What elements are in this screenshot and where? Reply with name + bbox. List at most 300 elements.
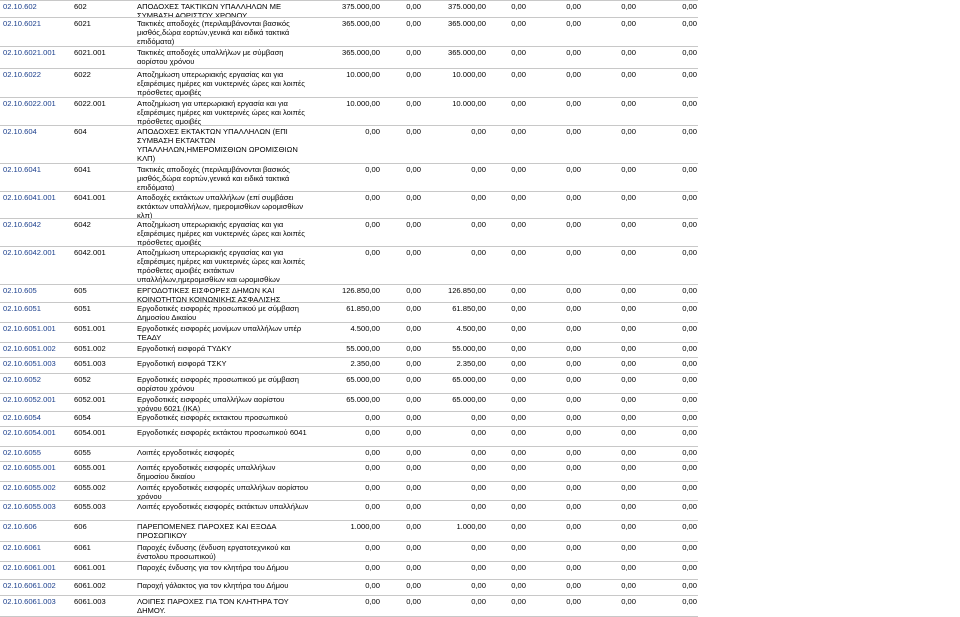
amount-cell: 0,00	[566, 413, 581, 422]
amount-cell: 0,00	[621, 99, 636, 108]
amount-cell: 0,00	[682, 220, 697, 229]
amount-cell: 0,00	[511, 304, 526, 313]
amount-cell: 0,00	[406, 344, 421, 353]
row-divider	[0, 68, 698, 69]
account-description: Εργοδοτικές εισφορές προσωπικού με σύμβαση Δημοσίου Δικαίου	[137, 304, 299, 322]
amount-cell: 0,00	[621, 448, 636, 457]
account-code: 02.10.6061	[3, 543, 42, 552]
account-code: 02.10.602	[3, 2, 37, 11]
account-description: Τακτικές αποδοχές (περιλαμβάνονται βασικός μισθός,δώρα εορτών,γενικά και ειδικά τακτικά επιδόματα)	[137, 165, 290, 192]
amount-cell: 0,00	[365, 220, 380, 229]
account-description: Παροχές ένδυσης για τον κλητήρα του Δήμου	[137, 563, 289, 572]
amount-cell: 0,00	[566, 19, 581, 28]
account-description: Παροχή γάλακτος για τον κλητήρα του Δήμου	[137, 581, 289, 590]
amount-cell: 0,00	[566, 563, 581, 572]
account-description: Αποζημίωση υπερωριακής εργασίας και για εξαιρέσιμες ημέρες και νυκτερινές ώρες και λοιπές πρόσθετες αμοιβές	[137, 220, 305, 247]
amount-cell: 0,00	[566, 2, 581, 11]
amount-cell: 0,00	[682, 2, 697, 11]
account-code: 02.10.6055.002	[3, 483, 56, 492]
amount-cell: 0,00	[566, 428, 581, 437]
amount-cell: 0,00	[365, 563, 380, 572]
account-code: 02.10.6054	[3, 413, 42, 422]
amount-cell: 0,00	[566, 483, 581, 492]
amount-cell: 0,00	[471, 581, 486, 590]
amount-cell: 0,00	[621, 127, 636, 136]
amount-cell: 0,00	[621, 428, 636, 437]
account-description: ΑΠΟΔΟΧΕΣ ΕΚΤΑΚΤΩΝ ΥΠΑΛΛΗΛΩΝ (ΕΠΙ ΣΥΜΒΑΣΗ ΕΚΤΑΚΤΩΝ ΥΠΑΛΛΗΛΩΝ,ΗΜΕΡΟΜΙΣΘΙΩΝ ΩΡΟΜΙΣΘΙΩΝ ΚΛΠ)	[137, 127, 298, 163]
account-number: 6061	[74, 543, 91, 552]
amount-cell: 0,00	[566, 248, 581, 257]
amount-cell: 0,00	[621, 19, 636, 28]
account-description: Αποζημίωση υπερωριακής εργασίας και για εξαιρέσιμες ημέρες και νυκτερινές ώρες και λοιπές πρόσθετες αμοιβές	[137, 70, 305, 97]
row-divider	[0, 481, 698, 482]
amount-cell: 0,00	[511, 48, 526, 57]
amount-cell: 0,00	[365, 193, 380, 202]
amount-cell: 0,00	[406, 413, 421, 422]
row-divider	[0, 411, 698, 412]
amount-cell: 10.000,00	[346, 70, 380, 79]
amount-cell: 0,00	[406, 2, 421, 11]
account-number: 6051.002	[74, 344, 106, 353]
account-code: 02.10.6042	[3, 220, 42, 229]
account-number: 6022	[74, 70, 91, 79]
amount-cell: 0,00	[365, 413, 380, 422]
amount-cell: 0,00	[511, 248, 526, 257]
amount-cell: 0,00	[682, 563, 697, 572]
amount-cell: 0,00	[511, 127, 526, 136]
account-number: 6055.001	[74, 463, 106, 472]
amount-cell: 0,00	[682, 99, 697, 108]
row-divider	[0, 561, 698, 562]
account-number: 604	[74, 127, 87, 136]
amount-cell: 0,00	[566, 543, 581, 552]
account-code: 02.10.6042.001	[3, 248, 56, 257]
amount-cell: 0,00	[566, 597, 581, 606]
amount-cell: 61.850,00	[452, 304, 486, 313]
amount-cell: 0,00	[566, 359, 581, 368]
account-code: 02.10.6022.001	[3, 99, 56, 108]
amount-cell: 0,00	[511, 597, 526, 606]
row-divider	[0, 393, 698, 394]
account-description: ΕΡΓΟΔΟΤΙΚΕΣ ΕΙΣΦΟΡΕΣ ΔΗΜΩΝ ΚΑΙ ΚΟΙΝΟΤΗΤΩΝ ΚΟΙΝΩΝΙΚΗΣ ΑΣΦΑΛΙΣΗΣ	[137, 286, 281, 304]
account-description: ΠΑΡΕΠΟΜΕΝΕΣ ΠΑΡΟΧΕΣ ΚΑΙ ΕΞΟΔΑ ΠΡΟΣΩΠΙΚΟΥ	[137, 522, 277, 540]
amount-cell: 0,00	[365, 463, 380, 472]
account-code: 02.10.6051	[3, 304, 42, 313]
amount-cell: 1.000,00	[350, 522, 380, 531]
amount-cell: 0,00	[365, 428, 380, 437]
row-divider	[0, 342, 698, 343]
amount-cell: 0,00	[682, 581, 697, 590]
account-description: Εργοδοτικές εισφορές υπαλλήλων αορίστου χρόνου 6021 (ΙΚΑ)	[137, 395, 285, 413]
amount-cell: 375.000,00	[447, 2, 486, 11]
amount-cell: 0,00	[471, 543, 486, 552]
amount-cell: 0,00	[406, 597, 421, 606]
amount-cell: 0,00	[682, 127, 697, 136]
account-number: 6042.001	[74, 248, 106, 257]
amount-cell: 0,00	[406, 127, 421, 136]
amount-cell: 0,00	[406, 165, 421, 174]
amount-cell: 0,00	[471, 563, 486, 572]
account-number: 6055.003	[74, 502, 106, 511]
amount-cell: 0,00	[511, 220, 526, 229]
account-number: 6052	[74, 375, 91, 384]
amount-cell: 0,00	[566, 522, 581, 531]
amount-cell: 0,00	[621, 359, 636, 368]
amount-cell: 0,00	[621, 413, 636, 422]
amount-cell: 0,00	[406, 304, 421, 313]
amount-cell: 0,00	[511, 483, 526, 492]
account-description: Εργοδοτικές εισφορές εκτακτου προσωπικού	[137, 413, 288, 422]
amount-cell: 0,00	[365, 127, 380, 136]
amount-cell: 0,00	[566, 70, 581, 79]
amount-cell: 65.000,00	[346, 375, 380, 384]
account-code: 02.10.6061.003	[3, 597, 56, 606]
amount-cell: 0,00	[621, 463, 636, 472]
row-divider	[0, 322, 698, 323]
amount-cell: 0,00	[566, 220, 581, 229]
amount-cell: 4.500,00	[350, 324, 380, 333]
amount-cell: 0,00	[566, 581, 581, 590]
account-code: 02.10.6051.002	[3, 344, 56, 353]
row-divider	[0, 97, 698, 98]
amount-cell: 0,00	[365, 502, 380, 511]
account-number: 6061.002	[74, 581, 106, 590]
account-code: 02.10.6051.003	[3, 359, 56, 368]
row-divider	[0, 541, 698, 542]
amount-cell: 0,00	[471, 463, 486, 472]
account-number: 6021	[74, 19, 91, 28]
amount-cell: 0,00	[511, 70, 526, 79]
account-number: 606	[74, 522, 87, 531]
account-description: Αποζημίωση υπερωριακής εργασίας και για εξαιρέσιμες ημέρες και νυκτερινές ώρες και λοιπές πρόσθετες αμοιβές εκτάκτων υπαλλήλων,ημερομισθίων και ωρομισθίων	[137, 248, 305, 284]
amount-cell: 0,00	[471, 127, 486, 136]
account-number: 6021.001	[74, 48, 106, 57]
amount-cell: 0,00	[365, 543, 380, 552]
amount-cell: 2.350,00	[456, 359, 486, 368]
amount-cell: 0,00	[406, 99, 421, 108]
amount-cell: 0,00	[621, 48, 636, 57]
account-description: Λοιπές εργοδοτικές εισφορές	[137, 448, 235, 457]
amount-cell: 0,00	[682, 428, 697, 437]
amount-cell: 0,00	[406, 543, 421, 552]
amount-cell: 0,00	[471, 597, 486, 606]
row-divider	[0, 163, 698, 164]
row-divider	[0, 125, 698, 126]
amount-cell: 0,00	[682, 463, 697, 472]
amount-cell: 0,00	[471, 165, 486, 174]
amount-cell: 0,00	[682, 165, 697, 174]
amount-cell: 0,00	[621, 483, 636, 492]
account-description: Εργοδοτικές εισφορές προσωπικού με σύμβαση αορίστου χρόνου	[137, 375, 299, 393]
amount-cell: 365.000,00	[341, 48, 380, 57]
amount-cell: 0,00	[566, 48, 581, 57]
amount-cell: 0,00	[682, 502, 697, 511]
amount-cell: 0,00	[566, 99, 581, 108]
row-divider	[0, 357, 698, 358]
amount-cell: 0,00	[566, 165, 581, 174]
row-divider	[0, 191, 698, 192]
amount-cell: 0,00	[511, 286, 526, 295]
account-code: 02.10.6051.001	[3, 324, 56, 333]
account-number: 6051	[74, 304, 91, 313]
amount-cell: 0,00	[406, 48, 421, 57]
account-number: 6055	[74, 448, 91, 457]
amount-cell: 0,00	[682, 344, 697, 353]
amount-cell: 0,00	[621, 543, 636, 552]
account-description: ΛΟΙΠΕΣ ΠΑΡΟΧΕΣ ΓΙΑ ΤΟΝ ΚΛΗΤΗΡΑ ΤΟΥ ΔΗΜΟΥ.	[137, 597, 289, 615]
amount-cell: 0,00	[406, 463, 421, 472]
amount-cell: 0,00	[406, 563, 421, 572]
account-code: 02.10.6052	[3, 375, 42, 384]
amount-cell: 0,00	[511, 502, 526, 511]
amount-cell: 0,00	[471, 413, 486, 422]
amount-cell: 0,00	[471, 248, 486, 257]
amount-cell: 0,00	[365, 597, 380, 606]
account-code: 02.10.605	[3, 286, 37, 295]
row-divider	[0, 579, 698, 580]
account-number: 6052.001	[74, 395, 106, 404]
amount-cell: 0,00	[511, 563, 526, 572]
amount-cell: 0,00	[621, 220, 636, 229]
amount-cell: 0,00	[621, 502, 636, 511]
amount-cell: 0,00	[471, 220, 486, 229]
amount-cell: 0,00	[682, 395, 697, 404]
account-number: 6054	[74, 413, 91, 422]
amount-cell: 0,00	[621, 248, 636, 257]
account-code: 02.10.604	[3, 127, 37, 136]
amount-cell: 0,00	[406, 70, 421, 79]
account-number: 602	[74, 2, 87, 11]
row-divider	[0, 426, 698, 427]
amount-cell: 0,00	[471, 448, 486, 457]
amount-cell: 0,00	[511, 522, 526, 531]
amount-cell: 0,00	[406, 395, 421, 404]
account-code: 02.10.6055.003	[3, 502, 56, 511]
amount-cell: 0,00	[406, 522, 421, 531]
amount-cell: 0,00	[406, 324, 421, 333]
row-divider	[0, 46, 698, 47]
row-divider	[0, 461, 698, 462]
amount-cell: 0,00	[682, 324, 697, 333]
account-description: Εργοδοτική εισφορά ΤΣΚΥ	[137, 359, 227, 368]
amount-cell: 0,00	[365, 448, 380, 457]
amount-cell: 0,00	[682, 304, 697, 313]
amount-cell: 0,00	[406, 375, 421, 384]
amount-cell: 0,00	[511, 193, 526, 202]
amount-cell: 0,00	[511, 344, 526, 353]
amount-cell: 65.000,00	[452, 375, 486, 384]
row-divider	[0, 595, 698, 596]
account-number: 6051.003	[74, 359, 106, 368]
amount-cell: 0,00	[682, 597, 697, 606]
amount-cell: 0,00	[621, 70, 636, 79]
row-divider	[0, 302, 698, 303]
amount-cell: 0,00	[682, 19, 697, 28]
amount-cell: 0,00	[682, 413, 697, 422]
amount-cell: 0,00	[621, 563, 636, 572]
account-number: 605	[74, 286, 87, 295]
account-description: Τακτικές αποδοχές (περιλαμβάνονται βασικός μισθός,δώρα εορτών,γενικά και ειδικά τακτικά επιδόματα)	[137, 19, 290, 46]
amount-cell: 0,00	[511, 99, 526, 108]
amount-cell: 365.000,00	[447, 48, 486, 57]
amount-cell: 0,00	[511, 543, 526, 552]
amount-cell: 0,00	[682, 483, 697, 492]
amount-cell: 0,00	[406, 193, 421, 202]
account-number: 6054.001	[74, 428, 106, 437]
account-number: 6055.002	[74, 483, 106, 492]
amount-cell: 0,00	[566, 304, 581, 313]
amount-cell: 10.000,00	[452, 99, 486, 108]
amount-cell: 0,00	[682, 193, 697, 202]
amount-cell: 0,00	[471, 428, 486, 437]
amount-cell: 0,00	[511, 324, 526, 333]
amount-cell: 0,00	[511, 581, 526, 590]
account-code: 02.10.6021	[3, 19, 42, 28]
amount-cell: 0,00	[621, 324, 636, 333]
row-divider	[0, 246, 698, 247]
amount-cell: 0,00	[511, 448, 526, 457]
amount-cell: 0,00	[682, 359, 697, 368]
account-number: 6041.001	[74, 193, 106, 202]
amount-cell: 0,00	[511, 19, 526, 28]
amount-cell: 0,00	[566, 344, 581, 353]
amount-cell: 0,00	[406, 359, 421, 368]
account-description: Εργοδοτικές εισφορές μονίμων υπαλλήλων υπέρ ΤΕΑΔΥ	[137, 324, 302, 342]
account-number: 6041	[74, 165, 91, 174]
amount-cell: 0,00	[406, 248, 421, 257]
amount-cell: 10.000,00	[452, 70, 486, 79]
amount-cell: 0,00	[682, 375, 697, 384]
amount-cell: 0,00	[682, 48, 697, 57]
amount-cell: 365.000,00	[341, 19, 380, 28]
account-description: ΑΠΟΔΟΧΕΣ ΤΑΚΤΙΚΩΝ ΥΠΑΛΛΗΛΩΝ ΜΕ ΣΥΜΒΑΣΗ ΑΟΡΙΣΤΟΥ ΧΡΟΝΟΥ	[137, 2, 282, 20]
amount-cell: 0,00	[621, 304, 636, 313]
amount-cell: 0,00	[682, 70, 697, 79]
account-number: 6061.001	[74, 563, 106, 572]
row-divider	[0, 284, 698, 285]
amount-cell: 0,00	[406, 286, 421, 295]
row-divider	[0, 520, 698, 521]
amount-cell: 0,00	[621, 165, 636, 174]
amount-cell: 0,00	[511, 375, 526, 384]
account-code: 02.10.6055	[3, 448, 42, 457]
account-code: 02.10.606	[3, 522, 37, 531]
amount-cell: 55.000,00	[452, 344, 486, 353]
amount-cell: 0,00	[682, 286, 697, 295]
amount-cell: 0,00	[621, 193, 636, 202]
amount-cell: 0,00	[566, 127, 581, 136]
account-description: Παροχές ένδυσης (ένδυση εργατοτεχνικού και ένστολου προσωπικού)	[137, 543, 291, 561]
amount-cell: 10.000,00	[346, 99, 380, 108]
amount-cell: 0,00	[365, 581, 380, 590]
amount-cell: 61.850,00	[346, 304, 380, 313]
account-code: 02.10.6054.001	[3, 428, 56, 437]
amount-cell: 2.350,00	[350, 359, 380, 368]
row-divider	[0, 373, 698, 374]
amount-cell: 0,00	[406, 19, 421, 28]
account-code: 02.10.6021.001	[3, 48, 56, 57]
amount-cell: 0,00	[511, 165, 526, 174]
amount-cell: 126.850,00	[341, 286, 380, 295]
amount-cell: 0,00	[471, 502, 486, 511]
account-description: Λοιπές εργοδοτικές εισφορές εκτάκτων υπαλλήλων	[137, 502, 309, 511]
account-description: Εργοδοτικές εισφορές εκτάκτου προσωπικού 6041	[137, 428, 307, 437]
amount-cell: 0,00	[511, 359, 526, 368]
amount-cell: 0,00	[511, 463, 526, 472]
amount-cell: 4.500,00	[456, 324, 486, 333]
amount-cell: 0,00	[621, 597, 636, 606]
row-divider	[0, 500, 698, 501]
account-number: 6061.003	[74, 597, 106, 606]
amount-cell: 0,00	[566, 463, 581, 472]
amount-cell: 0,00	[511, 2, 526, 11]
amount-cell: 0,00	[471, 193, 486, 202]
amount-cell: 0,00	[406, 483, 421, 492]
amount-cell: 0,00	[406, 581, 421, 590]
amount-cell: 65.000,00	[452, 395, 486, 404]
amount-cell: 0,00	[566, 448, 581, 457]
account-code: 02.10.6041.001	[3, 193, 56, 202]
amount-cell: 0,00	[621, 2, 636, 11]
amount-cell: 0,00	[566, 286, 581, 295]
amount-cell: 0,00	[621, 375, 636, 384]
amount-cell: 0,00	[511, 428, 526, 437]
account-code: 02.10.6052.001	[3, 395, 56, 404]
amount-cell: 0,00	[365, 483, 380, 492]
account-code: 02.10.6061.002	[3, 581, 56, 590]
amount-cell: 0,00	[621, 522, 636, 531]
amount-cell: 0,00	[566, 502, 581, 511]
account-code: 02.10.6022	[3, 70, 42, 79]
account-number: 6022.001	[74, 99, 106, 108]
amount-cell: 0,00	[406, 220, 421, 229]
amount-cell: 0,00	[682, 248, 697, 257]
account-description: Εργοδοτική εισφορά ΤΥΔΚΥ	[137, 344, 232, 353]
amount-cell: 126.850,00	[447, 286, 486, 295]
account-description: Λοιπές εργοδοτικές εισφορές υπαλλήλων δημοσίου δικαίου	[137, 463, 276, 481]
row-divider	[0, 0, 698, 1]
row-divider	[0, 17, 698, 18]
account-description: Λοιπές εργοδοτικές εισφορές υπαλλήλων αορίστου χρόνου	[137, 483, 309, 501]
amount-cell: 0,00	[566, 395, 581, 404]
amount-cell: 0,00	[406, 502, 421, 511]
amount-cell: 0,00	[621, 395, 636, 404]
amount-cell: 65.000,00	[346, 395, 380, 404]
amount-cell: 0,00	[621, 344, 636, 353]
amount-cell: 0,00	[566, 375, 581, 384]
account-code: 02.10.6061.001	[3, 563, 56, 572]
amount-cell: 0,00	[406, 428, 421, 437]
amount-cell: 0,00	[511, 395, 526, 404]
amount-cell: 0,00	[471, 483, 486, 492]
amount-cell: 1.000,00	[456, 522, 486, 531]
account-description: Αποζημίωση για υπερωριακή εργασία και για εξαιρέσιμες ημέρες και νυκτερινές ώρες και λοιπές πρόσθετες αμοιβές	[137, 99, 305, 126]
amount-cell: 0,00	[365, 248, 380, 257]
row-divider	[0, 218, 698, 219]
account-number: 6042	[74, 220, 91, 229]
amount-cell: 0,00	[365, 165, 380, 174]
account-description: Αποδοχές εκτάκτων υπαλλήλων (επί συμβάσει εκτάκτων υπαλλήλων, ημερομισθίων ωρομισθίων κλπ)	[137, 193, 303, 220]
amount-cell: 0,00	[566, 324, 581, 333]
amount-cell: 0,00	[682, 448, 697, 457]
amount-cell: 0,00	[682, 543, 697, 552]
amount-cell: 0,00	[511, 413, 526, 422]
account-number: 6051.001	[74, 324, 106, 333]
amount-cell: 0,00	[406, 448, 421, 457]
amount-cell: 365.000,00	[447, 19, 486, 28]
row-divider	[0, 446, 698, 447]
amount-cell: 0,00	[621, 286, 636, 295]
